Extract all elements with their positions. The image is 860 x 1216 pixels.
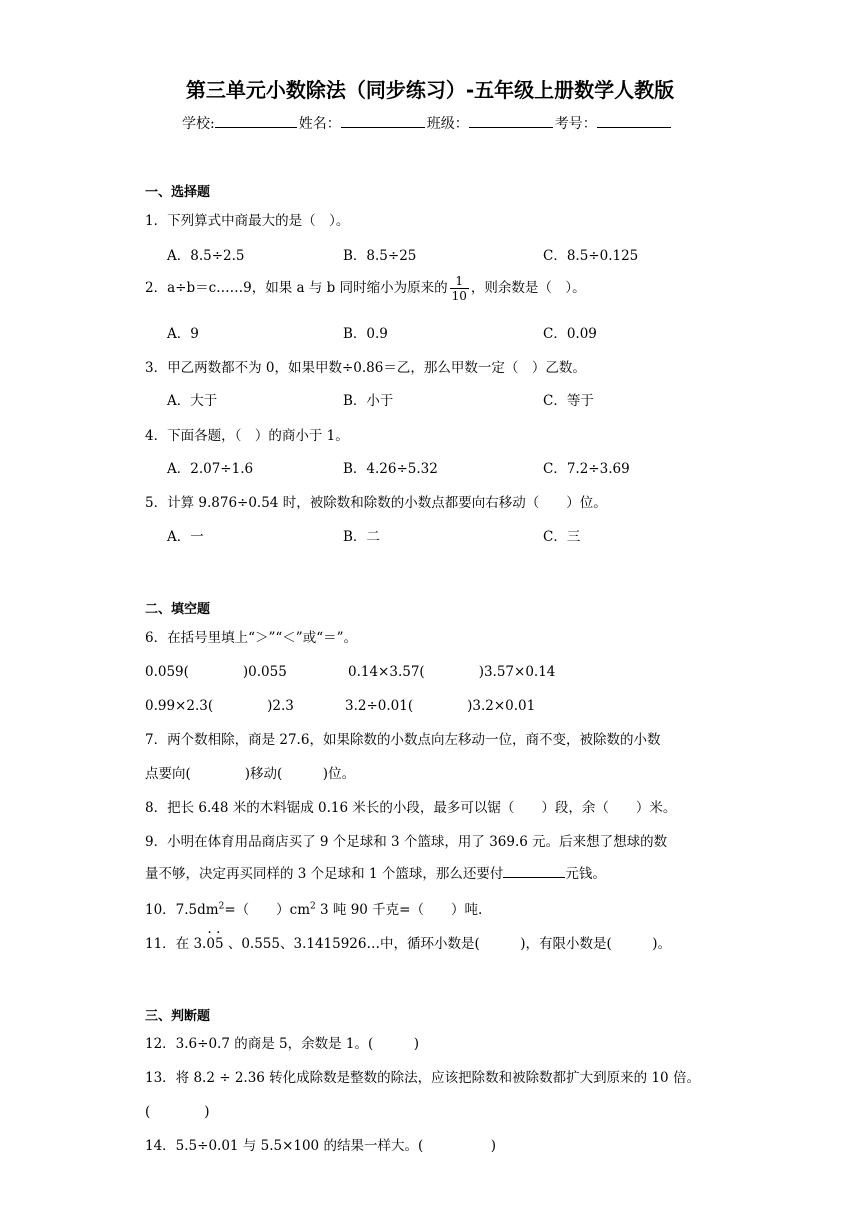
q3-option-c: C．等于	[543, 393, 594, 409]
question-4: 4．下面各题，（ ）的商小于 1。	[145, 428, 349, 444]
q9-line2-end: 元钱。	[565, 866, 606, 882]
section-heading-fill: 二、填空题	[145, 602, 211, 617]
q2-fraction	[450, 274, 469, 303]
q5-option-a: A．一	[167, 529, 204, 545]
question-12: 12．3.6÷0.7 的商是 5，余数是 1。( )	[145, 1036, 420, 1052]
school-label: 学校:	[182, 116, 215, 132]
q2-option-c: C．0.09	[543, 326, 597, 342]
q2-text-end: ，则余数是（ ）。	[470, 280, 586, 296]
q5-option-c: C．三	[543, 529, 581, 545]
question-11	[145, 932, 671, 952]
question-9-line1: 9．小明在体育用品商店买了 9 个足球和 3 个篮球，用了 369.6 元。后来想了想球的数	[145, 834, 668, 850]
name-blank[interactable]	[341, 115, 425, 128]
q11-part-a: 11．在 3.	[145, 936, 207, 952]
question-13-line2: ( )	[145, 1104, 210, 1120]
name-label: 姓名：	[298, 116, 341, 132]
question-13-line1: 13．将 8.2 ÷ 2.36 转化成除数是整数的除法，应该把除数和被除数都扩大到原来的 10 倍。	[145, 1070, 700, 1086]
q3-option-b: B．小于	[343, 393, 394, 409]
student-info-line	[182, 113, 673, 133]
q4-option-b: B．4.26÷5.32	[343, 461, 438, 477]
school-blank[interactable]	[215, 115, 297, 128]
question-8: 8．把长 6.48 米的木料锯成 0.16 米长的小段，最多可以锯（ ）段，余（ ）米。	[145, 800, 677, 816]
q2-text-start: 2．a÷b＝c……9，如果 a 与 b 同时缩小为原来的	[145, 280, 448, 296]
q1-option-b: B．8.5÷25	[343, 248, 417, 264]
fraction-denominator: 10	[451, 289, 467, 303]
q10-superscript: 2	[218, 901, 225, 912]
q11-part-b: 、0.555、3.1415926…中，循环小数是( )，有限小数是( )。	[223, 936, 672, 952]
q3-option-a: A．大于	[167, 393, 218, 409]
section-heading-choice: 一、选择题	[145, 185, 211, 200]
question-7-line1: 7．两个数相除，商是 27.6，如果除数的小数点向左移动一位，商不变，被除数的小数	[145, 732, 661, 748]
q4-option-c: C．7.2÷3.69	[543, 461, 630, 477]
q1-option-a: A．8.5÷2.5	[167, 248, 245, 264]
q6-row2-right: 3.2÷0.01( )3.2×0.01	[345, 698, 536, 714]
q10-part-b: =（ ）cm	[224, 902, 311, 918]
question-3: 3．甲乙两数都不为 0，如果甲数÷0.86＝乙，那么甲数一定（ ）乙数。	[145, 360, 586, 376]
exam-blank[interactable]	[597, 115, 671, 128]
q6-row1-right: 0.14×3.57( )3.57×0.14	[348, 664, 556, 680]
section-heading-judge: 三、判断题	[145, 1009, 211, 1024]
question-9-line2	[145, 862, 606, 882]
question-2	[145, 274, 586, 303]
q2-option-b: B．0.9	[343, 326, 388, 342]
question-10	[145, 898, 482, 918]
q11-repeating-digit-2: · 5	[215, 936, 224, 952]
q2-option-a: A．9	[167, 326, 199, 342]
q10-part-a: 10．7.5dm	[145, 902, 219, 918]
class-label: 班级：	[426, 116, 469, 132]
q9-line2-text: 量不够，决定再买同样的 3 个足球和 1 个篮球，那么还要付	[145, 866, 504, 882]
q10-superscript-2: 2	[310, 901, 316, 912]
q5-option-b: B．二	[343, 529, 380, 545]
question-7-line2: 点要向( )移动( )位。	[145, 766, 356, 782]
q10-part-c: 3 吨 90 千克=（ ）吨.	[315, 902, 483, 918]
fraction-numerator: 1	[450, 274, 469, 289]
q6-row1-left: 0.059( )0.055	[145, 664, 287, 680]
exam-label: 考号：	[554, 116, 597, 132]
question-14: 14．5.5÷0.01 与 5.5×100 的结果一样大。( )	[145, 1138, 496, 1154]
question-6: 6．在括号里填上“＞”“＜”或“＝”。	[145, 630, 357, 646]
class-blank[interactable]	[469, 115, 553, 128]
question-5: 5．计算 9.876÷0.54 时，被除数和除数的小数点都要向右移动（ ）位。	[145, 495, 607, 511]
q6-row2-left: 0.99×2.3( )2.3	[145, 698, 294, 714]
document-title: 第三单元小数除法（同步练习）-五年级上册数学人教版	[185, 78, 675, 102]
question-1: 1．下列算式中商最大的是（ ）。	[145, 213, 350, 229]
q11-repeating-digit-1: · 0	[206, 936, 215, 952]
q1-option-c: C．8.5÷0.125	[543, 248, 639, 264]
q4-option-a: A．2.07÷1.6	[167, 461, 254, 477]
q9-answer-blank[interactable]	[503, 865, 565, 878]
